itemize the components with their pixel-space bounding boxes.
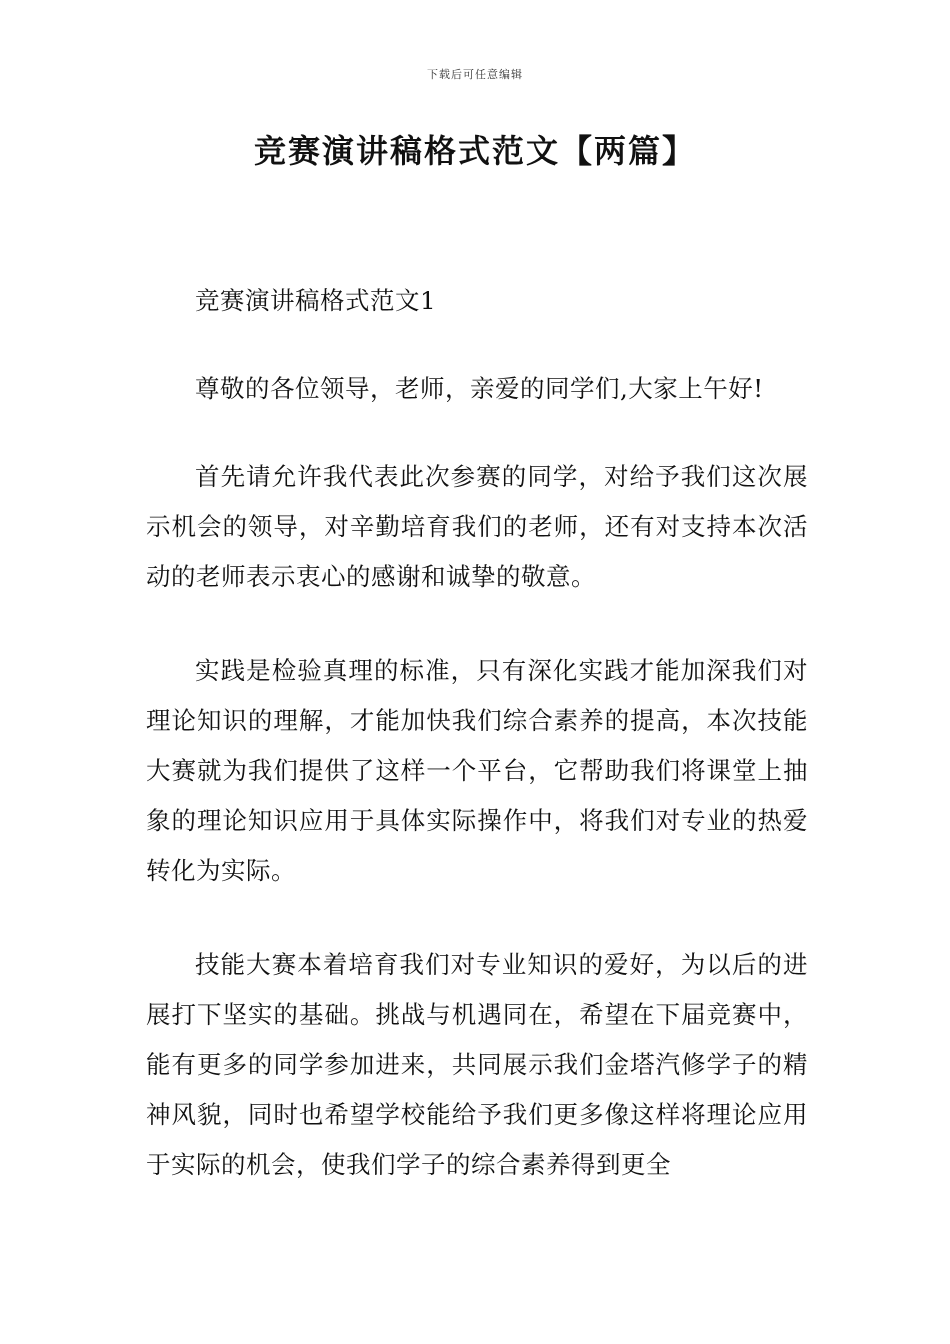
document-body bbox=[146, 276, 808, 1234]
paragraph-practice: 实践是检验真理的标准，只有深化实践才能加深我们对理论知识的理解，才能加快我们综合素养的提高，本次技能大赛就为我们提供了这样一个平台，它帮助我们将课堂上抽象的理论知识应用于具体实际操作中，将我们对专业的热爱转化为实际。 bbox=[146, 656, 808, 885]
paragraph-competition: 技能大赛本着培育我们对专业知识的爱好，为以后的进展打下坚实的基础。挑战与机遇同在，希望在下届竞赛中，能有更多的同学参加进来，共同展示我们金塔汽修学子的精神风貌，同时也希望学校能给予我们更多像这样将理论应用于实际的机会，使我们学子的综合素养得到更全 bbox=[146, 950, 808, 1179]
header-note: 下载后可任意编辑 bbox=[427, 68, 523, 81]
paragraph-greeting: 尊敬的各位领导，老师，亲爱的同学们,大家上午好! bbox=[195, 374, 764, 403]
document-title: 竞赛演讲稿格式范文【两篇】 bbox=[253, 132, 696, 170]
paragraph-thanks: 首先请允许我代表此次参赛的同学，对给予我们这次展示机会的领导，对辛勤培育我们的老师，还有对支持本次活动的老师表示衷心的感谢和诚挚的敬意。 bbox=[146, 462, 808, 591]
paragraph-section-heading: 竞赛演讲稿格式范文1 bbox=[195, 286, 437, 315]
